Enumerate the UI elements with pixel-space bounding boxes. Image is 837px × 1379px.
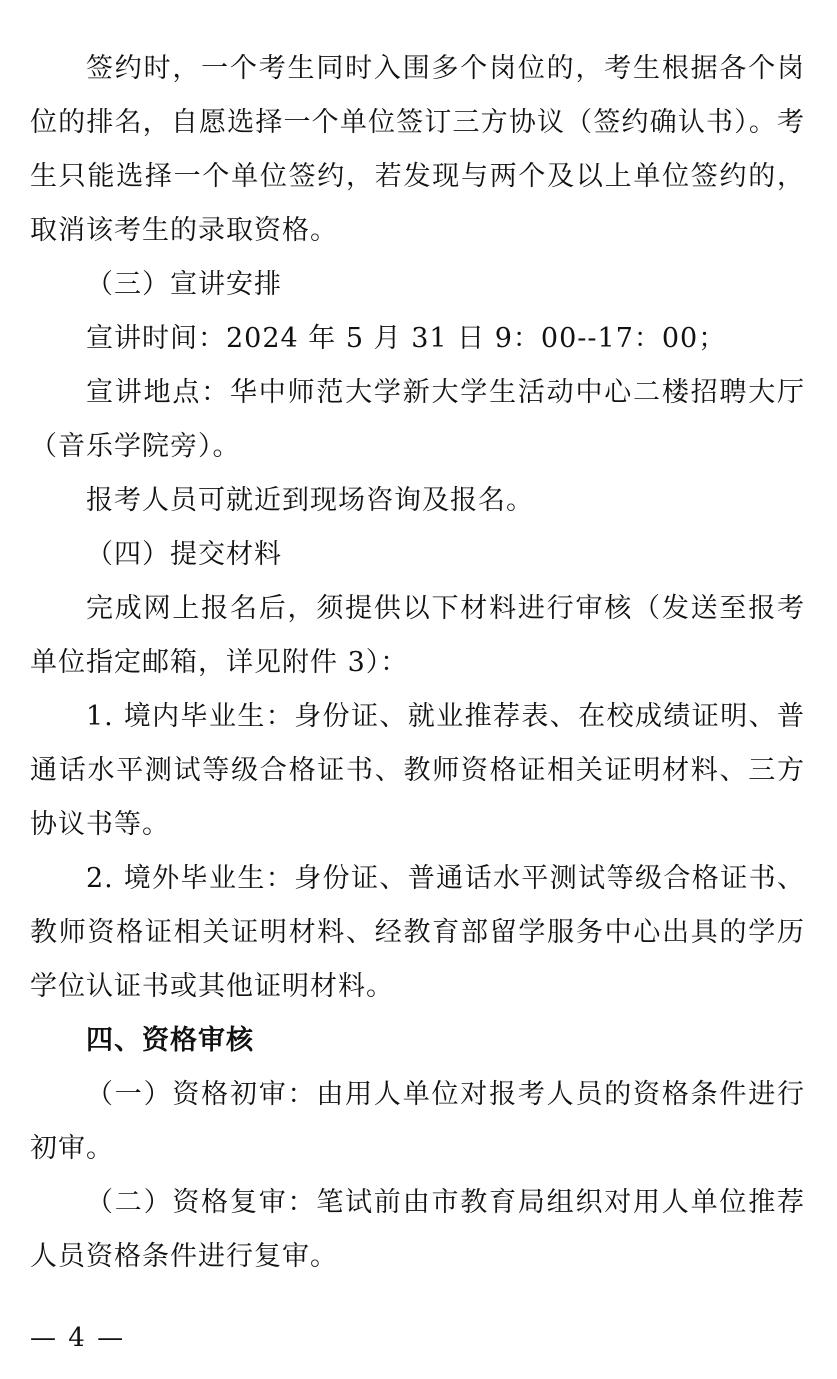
paragraph-materials-intro: 完成网上报名后，须提供以下材料进行审核（发送至报考单位指定邮箱，详见附件 3）：	[30, 593, 805, 678]
paragraph-lecture-place: 宣讲地点：华中师范大学新大学生活动中心二楼招聘大厅（音乐学院旁）。	[30, 377, 805, 462]
paragraph-onsite-consult: 报考人员可就近到现场咨询及报名。	[86, 485, 534, 516]
list-item-domestic-graduates: 1. 境内毕业生：身份证、就业推荐表、在校成绩证明、普通话水平测试等级合格证书、教师资格证相关证明材料、三方协议书等。	[30, 701, 805, 840]
paragraph-signing-rule: 签约时，一个考生同时入围多个岗位的，考生根据各个岗位的排名，自愿选择一个单位签订三方协议（签约确认书）。考生只能选择一个单位签约，若发现与两个及以上单位签约的，取消该考生的录取资格。	[30, 53, 805, 246]
list-item-overseas-graduates: 2. 境外毕业生：身份证、普通话水平测试等级合格证书、教师资格证相关证明材料、经教育部留学服务中心出具的学历学位认证书或其他证明材料。	[30, 863, 805, 1002]
paragraph-lecture-time: 宣讲时间：2024 年 5 月 31 日 9：00--17：00；	[86, 323, 727, 354]
paragraph-initial-review: （一）资格初审：由用人单位对报考人员的资格条件进行初审。	[30, 1079, 805, 1164]
sub-heading-lecture-arrangement: （三）宣讲安排	[86, 269, 282, 300]
sub-heading-submit-materials: （四）提交材料	[86, 539, 282, 570]
paragraph-second-review: （二）资格复审：笔试前由市教育局组织对用人单位推荐人员资格条件进行复审。	[30, 1187, 805, 1272]
page-number: — 4 —	[30, 1323, 126, 1353]
section-heading-qualification-review: 四、资格审核	[86, 1025, 254, 1056]
document-body	[30, 42, 805, 1284]
